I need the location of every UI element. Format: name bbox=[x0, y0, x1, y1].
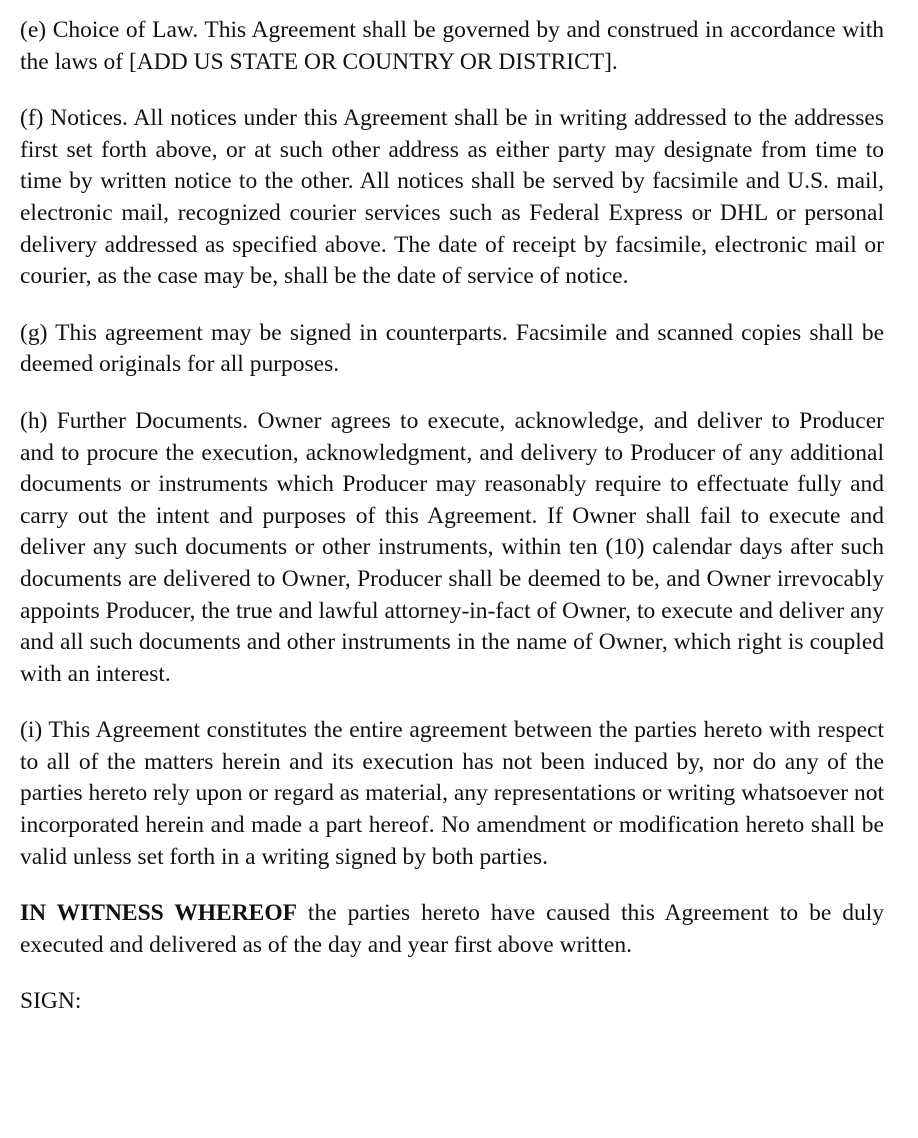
sign-label: SIGN: bbox=[20, 988, 82, 1015]
witness-paragraph bbox=[20, 898, 884, 961]
clause-f-notices: (f) Notices. All notices under this Agreement shall be in writing addressed to the addresses first set forth above, or at such other address as either party may designate from time to time by written notice to the other. All notices shall be served by facsimile and U.S. mail, electronic mail, recognized courier services such as Federal Express or DHL or personal delivery addressed as specified above. The date of receipt by facsimile, electronic mail or courier, as the case may be, shall be the date of service of notice. bbox=[20, 105, 884, 290]
clause-e-choice-of-law: (e) Choice of Law. This Agreement shall be governed by and construed in accordance with the laws of [ADD US STATE OR COUNTRY OR DISTRICT]. bbox=[20, 17, 884, 75]
clause-g-counterparts: (g) This agreement may be signed in counterparts. Facsimile and scanned copies shall be deemed originals for all purposes. bbox=[20, 319, 884, 378]
clause-i-entire-agreement: (i) This Agreement constitutes the entire agreement between the parties hereto with respect to all of the matters herein and its execution has not been induced by, nor do any of the parties hereto rely upon or regard as material, any representations or writing whatsoever not incorporated herein and made a part hereof. No amendment or modification hereto shall be valid unless set forth in a writing signed by both parties. bbox=[20, 717, 884, 870]
witness-bold-lead: IN WITNESS WHEREOF bbox=[20, 900, 297, 927]
clause-h-further-documents: (h) Further Documents. Owner agrees to execute, acknowledge, and deliver to Producer and to procure the execution, acknowledgment, and delivery to Producer of any additional documents or instruments which Producer may reasonably require to effectuate fully and carry out the intent and purposes of this Agreement. If Owner shall fail to execute and deliver any such documents or other instruments, within ten (10) calendar days after such documents are delivered to Owner, Producer shall be deemed to be, and Owner irrevocably appoints Producer, the true and lawful attorney-in-fact of Owner, to execute and deliver any and all such documents and other instruments in the name of Owner, which right is coupled with an interest. bbox=[20, 407, 884, 687]
witness-rest: the parties hereto have caused this Agreement to be duly executed and delivered as of the day and year first above written. bbox=[20, 900, 884, 958]
